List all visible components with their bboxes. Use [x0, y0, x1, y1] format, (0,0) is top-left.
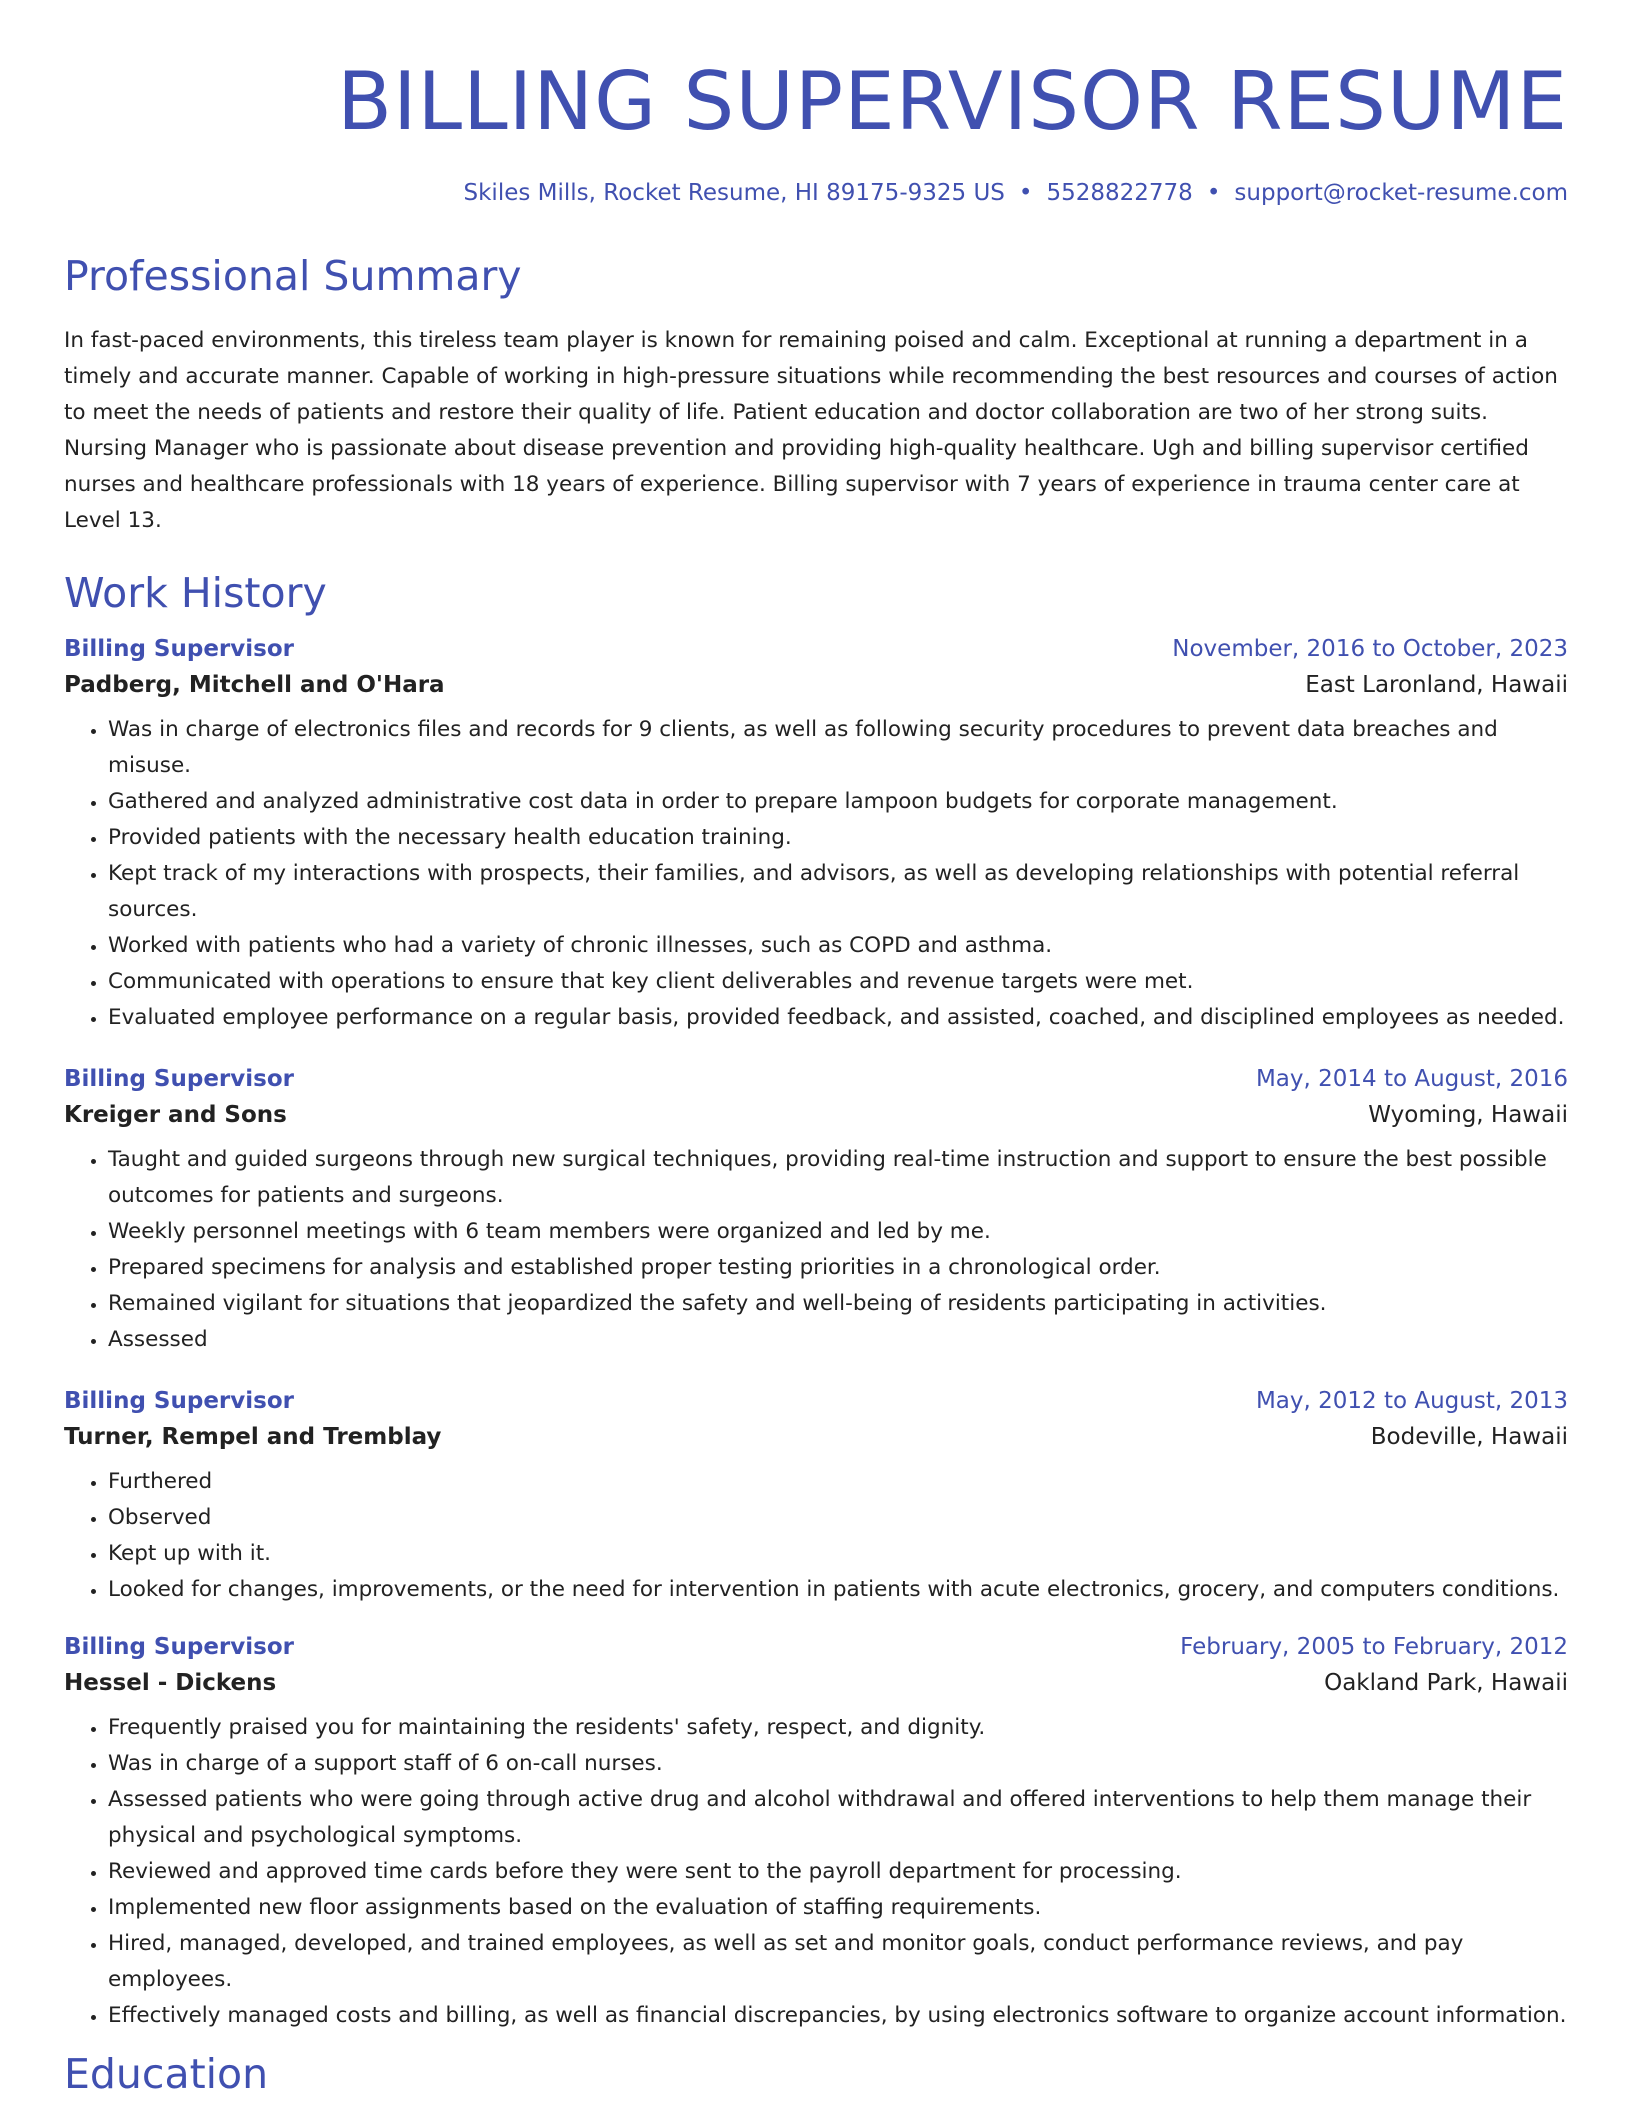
- job-bullet: • Observed: [108, 1500, 1568, 1536]
- job-entry: [64, 1634, 1568, 2034]
- job-title: Billing Supervisor: [64, 1634, 294, 1660]
- job-entry: [64, 636, 1568, 1036]
- job-location: Bodeville, Hawaii: [1370, 1424, 1568, 1450]
- section-heading-work-history: Work History: [64, 569, 327, 617]
- job-company: Turner, Rempel and Tremblay: [64, 1424, 442, 1450]
- job-bullet-list: [64, 1464, 1568, 1608]
- resume-page: [64, 0, 1568, 2098]
- contact-phone: 5528822778: [1046, 180, 1193, 206]
- job-bullet: • Furthered: [108, 1464, 1568, 1500]
- job-bullet: • Implemented new floor assignments based on the evaluation of staffing requirements.: [108, 1890, 1568, 1926]
- section-heading-summary: Professional Summary: [64, 252, 522, 300]
- contact-line: [64, 180, 1568, 206]
- section-heading-education: Education: [64, 2050, 269, 2098]
- contact-address: Skiles Mills, Rocket Resume, HI 89175-9325 US: [463, 180, 1005, 206]
- work-history-section: [64, 569, 1568, 2034]
- job-bullet: • Prepared specimens for analysis and established proper testing priorities in a chronological order.: [108, 1250, 1568, 1286]
- job-company-row: [64, 1424, 1568, 1450]
- job-header-row: [64, 1634, 1568, 1660]
- job-company: Hessel - Dickens: [64, 1670, 277, 1696]
- job-location: Oakland Park, Hawaii: [1324, 1670, 1568, 1696]
- job-bullet: • Reviewed and approved time cards before they were sent to the payroll department for processing.: [108, 1854, 1568, 1890]
- contact-email: support@rocket-resume.com: [1234, 180, 1568, 206]
- job-entry: [64, 1066, 1568, 1358]
- job-bullet: • Looked for changes, improvements, or the need for intervention in patients with acute electronics, grocery, and computers conditions.: [108, 1572, 1568, 1608]
- job-dates: May, 2014 to August, 2016: [1255, 1066, 1568, 1092]
- job-bullet: • Taught and guided surgeons through new surgical techniques, providing real-time instruction and support to ensure the best possible outcomes for patients and surgeons.: [108, 1142, 1568, 1214]
- job-bullet: • Kept up with it.: [108, 1536, 1568, 1572]
- job-title: Billing Supervisor: [64, 1066, 294, 1092]
- job-bullet-list: [64, 1710, 1568, 2034]
- job-bullet: • Remained vigilant for situations that jeopardized the safety and well-being of residents participating in activities.: [108, 1286, 1568, 1322]
- education-section: [64, 2050, 1568, 2098]
- job-dates: November, 2016 to October, 2023: [1172, 636, 1568, 662]
- job-bullet: • Effectively managed costs and billing, as well as financial discrepancies, by using electronics software to organize account information.: [108, 1998, 1568, 2034]
- job-entry: [64, 1388, 1568, 1608]
- job-bullet: • Provided patients with the necessary health education training.: [108, 820, 1568, 856]
- job-company: Padberg, Mitchell and O'Hara: [64, 672, 445, 698]
- job-bullet: • Evaluated employee performance on a regular basis, provided feedback, and assisted, coached, and disciplined employees as needed.: [108, 1000, 1568, 1036]
- job-bullet: • Worked with patients who had a variety of chronic illnesses, such as COPD and asthma.: [108, 928, 1568, 964]
- job-bullet: • Frequently praised you for maintaining the residents' safety, respect, and dignity.: [108, 1710, 1568, 1746]
- job-bullet-list: [64, 1142, 1568, 1358]
- job-header-row: [64, 636, 1568, 662]
- job-header-row: [64, 1388, 1568, 1414]
- job-bullet: • Hired, managed, developed, and trained employees, as well as set and monitor goals, conduct performance reviews, and pay employees.: [108, 1926, 1568, 1998]
- job-header-row: [64, 1066, 1568, 1092]
- job-title: Billing Supervisor: [64, 1388, 294, 1414]
- job-company-row: [64, 672, 1568, 698]
- professional-summary-section: [64, 252, 1568, 539]
- job-company-row: [64, 1102, 1568, 1128]
- job-list: [64, 636, 1568, 2034]
- job-dates: May, 2012 to August, 2013: [1255, 1388, 1568, 1414]
- contact-separator: •: [1206, 180, 1221, 206]
- resume-title: BILLING SUPERVISOR RESUME: [337, 55, 1568, 148]
- contact-separator: •: [1018, 180, 1033, 206]
- job-company: Kreiger and Sons: [64, 1102, 287, 1128]
- job-dates: February, 2005 to February, 2012: [1180, 1634, 1568, 1660]
- job-bullet: • Was in charge of a support staff of 6 on-call nurses.: [108, 1746, 1568, 1782]
- job-bullet-list: [64, 712, 1568, 1036]
- job-location: Wyoming, Hawaii: [1368, 1102, 1568, 1128]
- job-bullet: • Kept track of my interactions with prospects, their families, and advisors, as well as developing relationships with potential referral sources.: [108, 856, 1568, 928]
- job-title: Billing Supervisor: [64, 636, 294, 662]
- job-company-row: [64, 1670, 1568, 1696]
- job-bullet: • Assessed patients who were going through active drug and alcohol withdrawal and offered interventions to help them manage their physical and psychological symptoms.: [108, 1782, 1568, 1854]
- job-bullet: • Communicated with operations to ensure that key client deliverables and revenue targets were met.: [108, 964, 1568, 1000]
- job-bullet: • Weekly personnel meetings with 6 team members were organized and led by me.: [108, 1214, 1568, 1250]
- summary-text: In fast-paced environments, this tireless team player is known for remaining poised and calm. Exceptional at running a department in a timely and accurate manner. Capable of working in high-pressure situations while recommending the best resources and courses of action to meet the needs of patients and restore their quality of life. Patient education and doctor collaboration are two of her strong suits. Nursing Manager who is passionate about disease prevention and providing high-quality healthcare. Ugh and billing supervisor certified nurses and healthcare professionals with 18 years of experience. Billing supervisor with 7 years of experience in trauma center care at Level 13.: [64, 328, 1558, 533]
- job-bullet: • Assessed: [108, 1322, 1568, 1358]
- job-bullet: • Gathered and analyzed administrative cost data in order to prepare lampoon budgets for corporate management.: [108, 784, 1568, 820]
- job-location: East Laronland, Hawaii: [1305, 672, 1568, 698]
- job-bullet: • Was in charge of electronics files and records for 9 clients, as well as following security procedures to prevent data breaches and misuse.: [108, 712, 1568, 784]
